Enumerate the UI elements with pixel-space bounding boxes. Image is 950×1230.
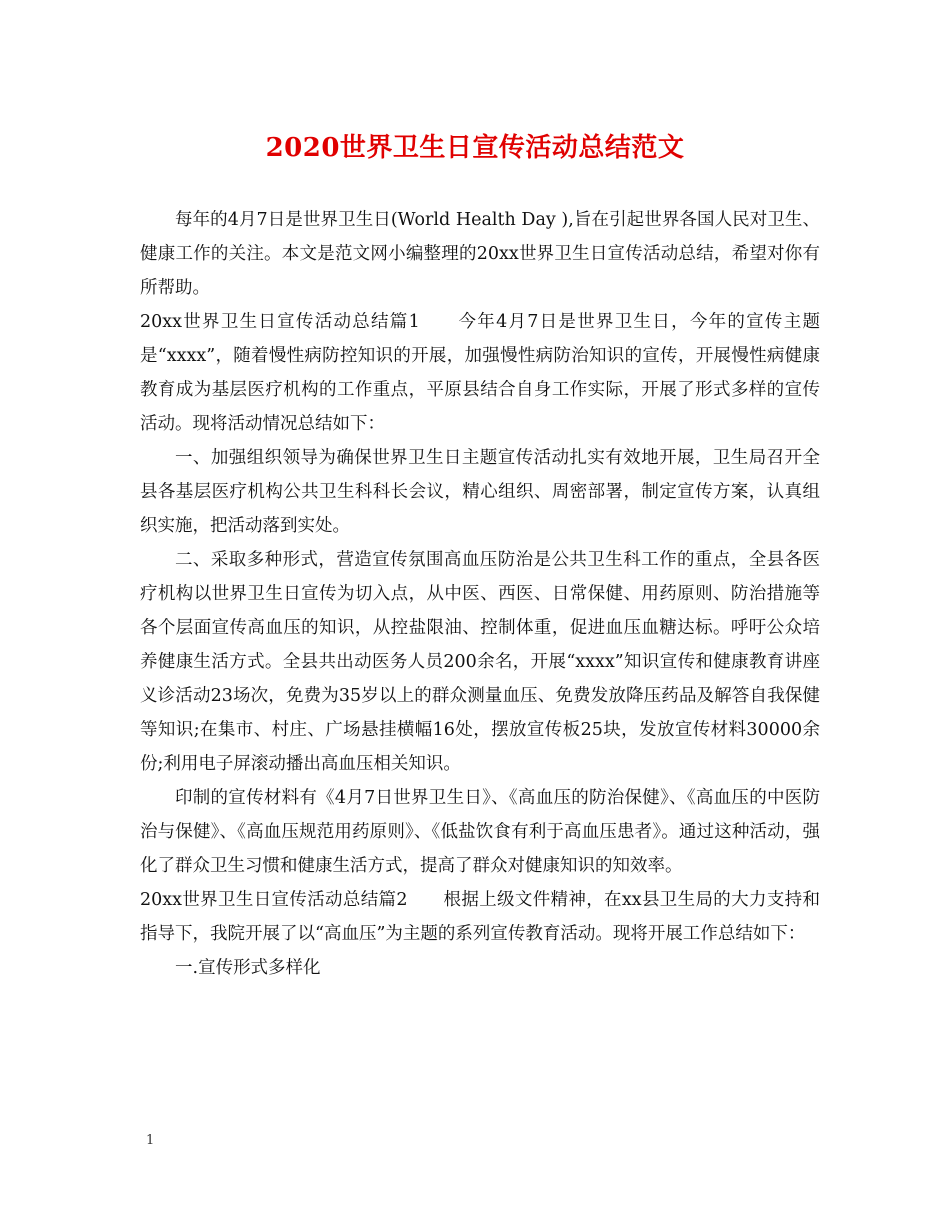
page-number: 1: [146, 1133, 155, 1148]
paragraph-part2-intro: 20xx世界卫生日宣传活动总结篇2 根据上级文件精神，在xx县卫生局的大力支持和指导下，我院开展了以“高血压”为主题的系列宣传教育活动。现将开展工作总结如下：: [140, 890, 820, 944]
document-body: [140, 203, 820, 985]
document-title: 2020世界卫生日宣传活动总结范文: [265, 133, 685, 163]
paragraph-materials: 印制的宣传材料有《4月7日世界卫生日》、《高血压的防治保健》、《高血压的中医防治与保健》、《高血压规范用药原则》、《低盐饮食有利于高血压患者》。通过这种活动，强化了群众卫生习惯和健康生活方式，提高了群众对健康知识的知效率。: [140, 788, 820, 876]
paragraph-forms: 二、采取多种形式，营造宣传氛围高血压防治是公共卫生科工作的重点，全县各医疗机构以世界卫生日宣传为切入点，从中医、西医、日常保健、用药原则、防治措施等各个层面宣传高血压的知识，从控盐限油、控制体重，促进血压血糖达标。呼吁公众培养健康生活方式。全县共出动医务人员200余名，开展“xxxx”知识宣传和健康教育讲座义诊活动23场次，免费为35岁以上的群众测量血压、免费发放降压药品及解答自我保健等知识;在集市、村庄、广场悬挂横幅16处，摆放宣传板25块，发放宣传材料30000余份;利用电子屏滚动播出高血压相关知识。: [140, 550, 820, 774]
paragraph-intro: 每年的4月7日是世界卫生日(World Health Day ),旨在引起世界各国人民对卫生、健康工作的关注。本文是范文网小编整理的20xx世界卫生日宣传活动总结，希望对你有所帮助。: [140, 210, 820, 298]
paragraph-organization: 一、加强组织领导为确保世界卫生日主题宣传活动扎实有效地开展，卫生局召开全县各基层医疗机构公共卫生科科长会议，精心组织、周密部署，制定宣传方案，认真组织实施，把活动落到实处。: [140, 448, 820, 536]
paragraph-heading-diversified: 一.宣传形式多样化: [175, 958, 321, 978]
paragraph-part1-intro: 20xx世界卫生日宣传活动总结篇1 今年4月7日是世界卫生日，今年的宣传主题是“xxxx”，随着慢性病防控知识的开展，加强慢性病防治知识的宣传，开展慢性病健康教育成为基层医疗机构的工作重点，平原县结合自身工作实际，开展了形式多样的宣传活动。现将活动情况总结如下：: [140, 312, 820, 434]
